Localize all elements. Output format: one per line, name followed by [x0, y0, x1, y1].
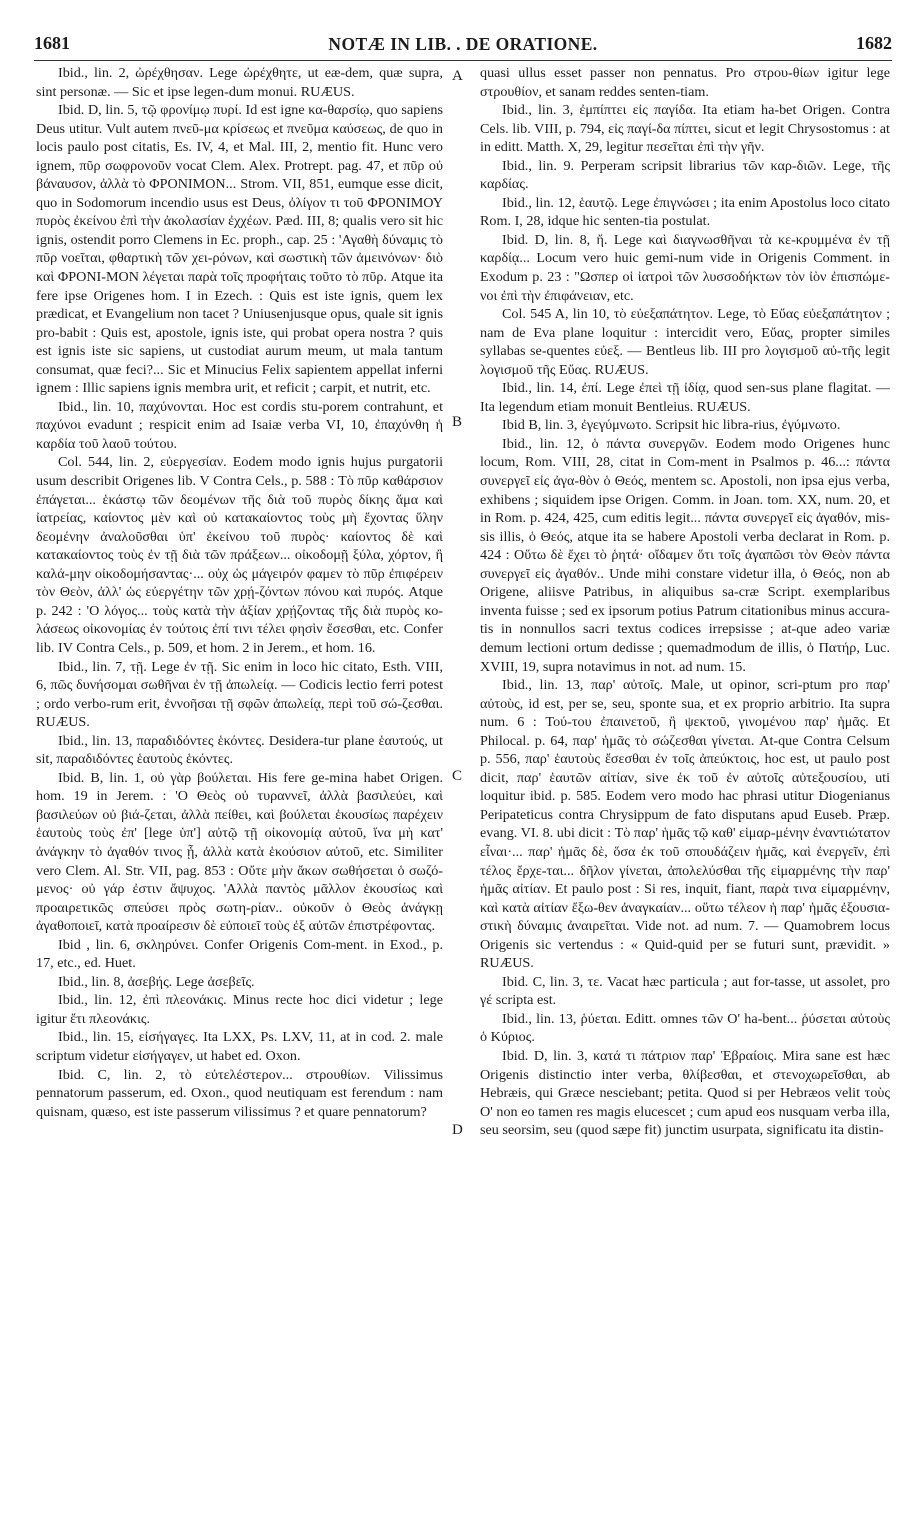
- note-paragraph: Ibid., lin. 15, εἰσήγαγες. Ita LXX, Ps. LXV, 11, at in cod. 2. male scriptum videtur εἰσήγαγεν, ut habet ed. Oxon.: [36, 1029, 443, 1064]
- note-paragraph: Ibid., lin. 13, παραδιδόντες ἑκόντες. Desidera-tur plane ἑαυτούς, ut sit, παραδιδόντες ἑαυτοὺς ἑκόντες.: [36, 732, 443, 768]
- margin-markers: [448, 64, 472, 1524]
- note-paragraph: Ibid , lin. 6, σκληρύνει. Confer Origenis Com-ment. in Exod., p. 17, etc., ed. Huet.: [36, 936, 443, 972]
- note-paragraph: Ibid., lin. 3, ἐμπίπτει εἰς παγίδα. Ita etiam ha-bet Origen. Contra Cels. lib. VIII, p. 794, εἰς παγί-δα πίπτει, sicut et legit Chrysostomus : at in editt. Matth. X, 29, legitur πεσεῖται ἐπὶ τὴν γῆν.: [480, 102, 890, 156]
- margin-marker-d: D: [452, 1122, 463, 1138]
- note-paragraph: Ibid. D, lin. 8, ἤ. Lege καὶ διαγνωσθῆναι τὰ κε-κρυμμένα ἐν τῇ καρδίᾳ... Locum vero huic gemi-num vide in Origenis Comment. in Exodum p. 23 : "Ωσπερ οἱ ἰατροὶ τῶν λυσσοδήκτων τὸν ἰὸν ἐπισπώμε-νοι ἐπὶ τὴν ἐπιφάνειαν, etc.: [480, 231, 890, 304]
- margin-marker-b: B: [452, 414, 463, 430]
- right-column: [480, 64, 890, 1524]
- note-paragraph: Ibid., lin. 13, παρ' αὐτοῖς. Male, ut opinor, scri-ptum pro παρ' αὐτοὺς, id est, per se, seu, sponte sua, et ex proprio arbitrio. Ita supra num. 6 : Τού-του ἐπαινετοῦ, ἢ ψεκτοῦ, γινομένου παρ' ἡμᾶς. Et Philocal. p. 64, παρ' ἡμᾶς τὸ σώζεσθαι γίνεται. At-que Contra Celsum p. 556, παρ' ἑαυτοὺς ἔσεσθαι ἐν τοῖς ἀπεύκτοις, hoc est, ut paulo post dicit, παρ' ἑαυτῶν αἰτίαν, sive ἐκ τοῦ ἐν αὐτοῖς αὐτεξουσίου, uti loquitur ibid. p. 585. Eodem vero modo hac phrasi utitur Diogenianus Peripateticus contra Chrysippum de fato disputans apud Euseb. Præp. evang. VI. 8. ubi dicit : Τὸ παρ' ἡμᾶς τῷ καθ' εἱμαρ-μένην ἐναντιώτατον εἶναι·... παρ' ἡμᾶς δὲ, ὅσα ἐκ τοῦ σπουδάζειν ἡμᾶς, καὶ ἐνεργεῖν, ἐπὶ τέλος ἔρχε-ται... δῆλον γίνεται, ἀπολελύσθαι τῆς εἱμαρμένης τὴν παρ' ἡμᾶς αἰτίαν. Et paulo post : Si res, inquit, fiant, παρὰ τινα εἱμαρμένην, καὶ κατὰ αἰτίαν ἔξω-θεν ἀναγκαίαν... οὕτω τέλεον ἡ παρ' ἡμᾶς ἐξουσια-στικὴ δύναμις ἀναιρεῖται. Vide not. ad num. 7. — Quamobrem locus Origenis sic vertendus : « Quid-quid per se futuri sunt, prævidit. » RUÆUS.: [480, 677, 890, 972]
- note-paragraph: Ibid., lin. 7, τῇ. Lege ἐν τῇ. Sic enim in loco hic citato, Esth. VIII, 6, πῶς δυνήσομαι σωθῆναι ἐν τῇ ἀπωλείᾳ. — Codicis lectio ferri potest ; ordo verbo-rum erit, ἐννοῆσαι τῇ σφῶν ἀπωλείᾳ, περὶ τοῦ σώ-ζεσθαι. RUÆUS.: [36, 658, 443, 731]
- note-paragraph: Ibid., lin. 14, ἐπί. Lege ἐπεὶ τῇ ἰδίᾳ, quod sen-sus plane flagitat. — Ita legendum etiam monuit Bentleius. RUÆUS.: [480, 380, 890, 415]
- note-paragraph: Ibid., lin. 12, ἑαυτῷ. Lege ἐπιγνώσει ; ita enim Apostolus loco citato Rom. I, 28, idque hic senten-tia postulat.: [480, 194, 890, 230]
- note-paragraph: quasi ullus esset passer non pennatus. Pro στρου-θίων igitur lege στρουθίον, et sanam reddes senten-tiam.: [480, 65, 890, 100]
- left-column: [36, 64, 443, 1524]
- note-paragraph: Ibid. D, lin. 5, τῷ φρονίμῳ πυρί. Id est igne κα-θαρσίῳ, quo sapiens Deus utitur. Vult autem πνεῦ-μα κρίσεως et πνεῦμα καύσεως, de quo in locis paulo post citatis, Es. IV, 4, et Mal. III, 2, mentio fit. Hunc vero ignem, πῦρ σωφρονοῦν vocat Clem. Alex. Protrept. pag. 47, et πῦρ οὐ βάναυσον, ἀλλὰ τὸ ΦΡΟΝΙΜΟΝ... Strom. VII, 851, eumque esse dicit, quo in Sodomorum incendio usus est Deus, ὀλίγον τι τοῦ ΦΡΟΝΙΜΟΥ πυρὸς ἐκείνου ἐπὶ τὴν ἀκολασίαν ἐχχέων. Pæd. III, 8; qualis vero sit hic ignis, ostendit porro Clemens in Ec. proph., cap. 25 : 'Αγαθὴ δύναμις τὸ πῦρ νοεῖται, φθαρτικὴ τῶν χει-ρόνων, καὶ σωστικὴ τῶν ἀμεινόνων· διὸ καὶ ΦΡΟΝΙ-ΜΟΝ λέγεται παρὰ τοῖς προφήταις τοῦτο τὸ πῦρ. Atque ita fere ipse Origenes hom. I in Ezech. : Quis est iste ignis, quem lex prædicat, et Evangelium non tacet ? Uniusenjusque opus, quale sit ignis pro-babit : Quis est, apostole, ignis iste, qui probat opera nostra ? quis est ignis iste sic sapiens, ut custodiat aurum meum, ut mala tantum consumat, quæ feci?... Sic et Minucius Felix sapientem appellat inferni ignem : Illic sapiens ignis membra urit, et reficit ; carpit, et nutrit, etc.: [36, 102, 443, 397]
- note-paragraph: Col. 545 A, lin 10, τὸ εὐεξαπάτητον. Lege, τὸ Εὔας εὐεξαπάτητον ; nam de Eva plane loquitur : intercidit vero, Εὔας, propter similes syllabas se-quentes εὐεξ. — Bentleus lib. III pro λογισμοῦ αὐ-τῆς legit λογισμοῦ τῆς Εὔας. RUÆUS.: [480, 306, 890, 378]
- running-title: NOTÆ IN LIB. . DE ORATIONE.: [328, 34, 598, 54]
- header-rule: [34, 60, 892, 61]
- page-number-right: 1682: [856, 33, 892, 53]
- note-paragraph: Ibid., lin. 9. Perperam scripsit librarius τῶν καρ-διῶν. Lege, τῆς καρδίας.: [480, 157, 890, 193]
- note-paragraph: Ibid., lin. 12, ὁ πάντα συνεργῶν. Eodem modo Origenes hunc locum, Rom. VIII, 28, citat in Com-ment in Psalmos p. 46...: πάντα συνεργεῖ εἰς ἀγα-θὸν ὁ Θεός, mentem sc. Apostoli, non ipsa ejus verba, exhibens ; siquidem ipse Origen. Comm. in Joan. tom. XX, num. 20, et in Rom. p. 424, 425, cum editis legit... πάντα συνεργεῖ εἰς ἀγαθόν, mis-sis illis, ὁ Θεός, atque ita se habere Apostoli verba declarat in Rom. p. 424 : Οὕτω δὲ ἔχει τὸ ῥητά· οἴδαμεν ὅτι τοῖς ἀγαπῶσι τὸν Θεὸν πάντα συνεργεῖ εἰς ἀγαθόν.. Unde mihi constare videtur illa, ὁ Θεός, non ab Origene, aliisve Patribus, in aliquibus sa-cræ Script. exemplaribus inventa fuisse ; sed ex ipsorum potius Patrum citationibus minus accura-tis in nonnullos sacri textus codices irrepsisse ; at-que adeo variæ demum lectioni ortum dedisse ; quemadmodum de illis, ὁ Πατήρ, Luc. XVIII, 19, supra notavimus in not. ad num. 15.: [480, 435, 890, 675]
- running-header: [34, 33, 892, 59]
- note-paragraph: Ibid., lin. 10, παχύνονται. Hoc est cordis stu-porem contrahunt, et παχύνοι evadunt ; respicit enim ad Isaiæ verba VI, 10, ἐπαχύνθη ἡ καρδία τοῦ λαοῦ τούτου.: [36, 398, 443, 452]
- margin-marker-c: C: [452, 768, 463, 784]
- note-paragraph: Ibid., lin. 8, ἀσεβής. Lege ἀσεβεῖς.: [58, 973, 255, 990]
- note-paragraph: Ibid. B, lin. 1, οὐ γὰρ βούλεται. His fere ge-mina habet Origen. hom. 19 in Jerem. : 'Ο Θεὸς οὐ τυραννεῖ, ἀλλὰ βασιλεύει, καὶ βασιλεύων οὐ βιά-ζεται, ἀλλὰ πείθει, καὶ βούλεται ἑκουσίως παρέχειν ἑαυτοὺς τοὺς ἐπ' [lege ὑπ'] αὐτῷ τῇ οἰκονομίᾳ αὐτοῦ, ἵνα μὴ κατ' ἀνάγκην τὸ ἀγαθόν τινος ᾖ, ἀλλὰ κατὰ ἑκούσιον αὐτοῦ, etc. Similiter vero Clem. Al. Str. VII, pag. 853 : Οὔτε μὴν ἄκων σωθήσεται ὁ σωζό-μενος· οὐ γάρ ἐστιν ἄψυχος. 'Αλλὰ παντὸς μᾶλλον ἑκουσίως καὶ προαιρετικῶς σπεύσει πρὸς σωτη-ρίαν.. οὐκοῦν ὁ Θεὸς ἀνάγκῃ ἀγαθοποιεῖ, κατὰ προαίρεσιν δὲ εὐποιεῖ τοὺς ἐξ αὐτῶν ἐπιστρέφοντας.: [36, 769, 443, 935]
- note-paragraph: Ibid., lin. 2, ὠρέχθησαν. Lege ὠρέχθητε, ut eæ-dem, quæ supra, sint personæ. — Sic et ipse legen-dum monui. RUÆUS.: [36, 65, 443, 100]
- note-paragraph: Ibid. C, lin. 3, τε. Vacat hæc particula ; aut for-tasse, ut assolet, pro γέ scripta est.: [480, 973, 890, 1009]
- note-paragraph: Col. 544, lin. 2, εὐεργεσίαν. Eodem modo ignis hujus purgatorii usum describit Origenes lib. V Contra Cels., p. 588 : Τὸ πῦρ καθάρσιον ἐπάγεται... ἑκάστῳ τῶν δεομένων τῆς διὰ τοῦ πυρὸς δίκης ἅμα καὶ ἰατρείας, καίοντος μὲν καὶ οὐ κατακαίοντος τοὺς μὴ ἔχοντας ὕλην δεομένην ἀναλοῦσθαι ὑπ' ἐκείνου τοῦ πυρὸς· καίοντος δὲ καὶ κατακαίοντος τοὺς ἐν τῇ διὰ τῶν πράξεων... οἰκοδομῇ ξύλα, χόρτον, ἢ καλά-μην οἰκοδομήσαντας·... οὐχ ὡς μάγειρόν φαμεν τὸ πῦρ ἐπιφέρειν τὸν Θεὸν, ἀλλ' ὡς εὐεργέτην τῶν χρῄ-ζόντων πόνου καὶ πυρός. Atque p. 242 : 'Ο λόγος... τοὺς κατὰ τὴν ἀξίαν χρῄζοντας τῆς διὰ πυρὸς κο-λάσεως οἰκονομίας ἐν τούτοις ἐπί τινι τέλει φησὶν ἔσεσθαι, etc. Confer lib. IV Contra Cels., p. 509, et hom. 2 in Jerem., et hom. 16.: [36, 454, 443, 656]
- note-paragraph: Ibid., lin. 12, ἐπὶ πλεονάκις. Minus recte hoc dici videtur ; lege igitur ἔτι πλεονάκις.: [36, 992, 443, 1027]
- page-number-left: 1681: [34, 33, 70, 53]
- note-paragraph: Ibid B, lin. 3, ἐγεγύμνωτο. Scripsit hic libra-rius, ἐγύμνωτο.: [502, 417, 841, 434]
- margin-marker-a: A: [452, 68, 463, 84]
- note-paragraph: Ibid. C, lin. 2, τὸ εὐτελέστερον... στρουθίων. Vilissimus pennatorum passerum, ed. Oxon., quod neutiquam est ferendum : nam quisnam, quæso, est iste passerum vilissimus ? et quare pennatorum?: [36, 1066, 443, 1120]
- note-paragraph: Ibid., lin. 13, ῥύεται. Editt. omnes τῶν Ο' ha-bent... ῥύσεται αὐτοὺς ὁ Κύριος.: [480, 1010, 890, 1046]
- note-paragraph: Ibid. D, lin. 3, κατά τι πάτριον παρ' Ἑβραίοις. Mira sane est hæc Origenis distinctio inter verba, θλίβεσθαι, et στενοχωρεῖσθαι, ab Hebræis, qui Græce nesciebant; petita. Quod si per Hebræos velit τοὺς Ο' non eo tamen res magis elucescet ; cum apud eos nusquam verba illa, seu seorsim, seu (quod sæpe fit) junctim usurpata, significatu ita distin-: [480, 1047, 890, 1139]
